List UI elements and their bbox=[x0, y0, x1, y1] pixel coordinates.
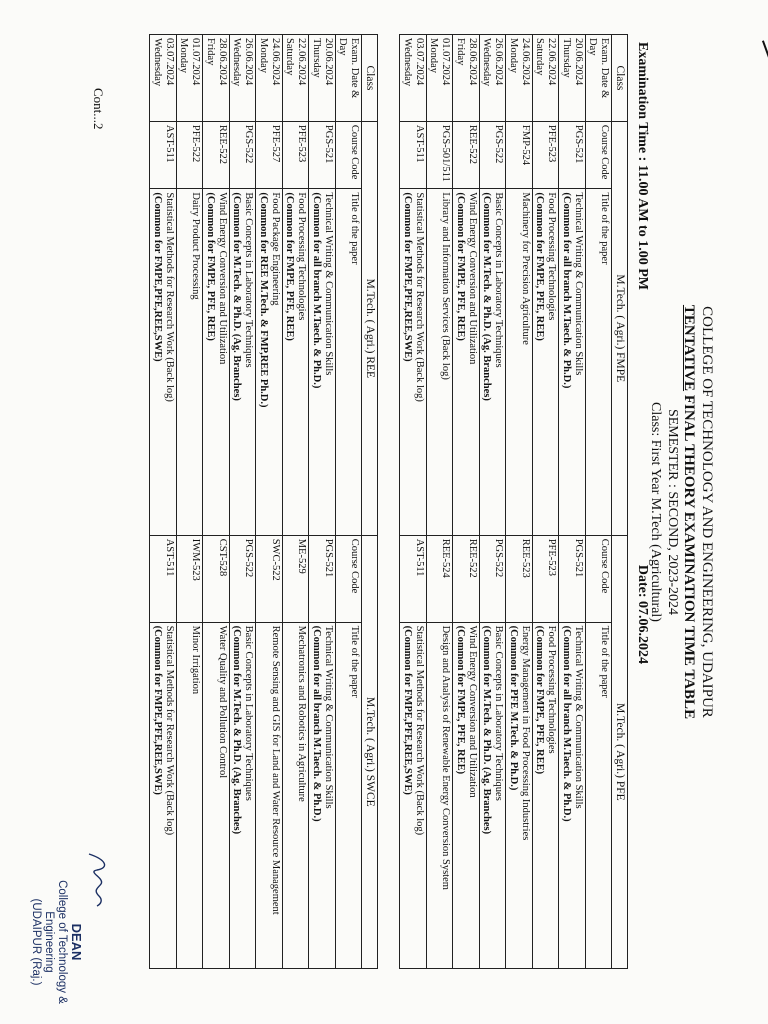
paper-title-cell bbox=[426, 622, 453, 968]
semester-line: SEMESTER : SECOND, 2023-2024 bbox=[665, 408, 680, 616]
class-line: Class: First Year M.Tech (Agricultural) bbox=[648, 402, 663, 622]
exam-day: Thursday bbox=[310, 38, 322, 78]
paper-title-cell bbox=[559, 189, 586, 535]
course-code: FMP-524 bbox=[506, 121, 533, 188]
course-code: AST-511 bbox=[150, 121, 177, 188]
course-code: PGS-501/511 bbox=[426, 121, 453, 188]
exam-date: 24.06.2024 bbox=[269, 38, 281, 86]
paper-title: Basic Concepts in Laboratory Techniques bbox=[493, 625, 505, 801]
paper-note: (Common for FMPE, PFE, REE) bbox=[534, 625, 546, 775]
exam-date: 22.06.2024 bbox=[296, 38, 308, 86]
paper-title-cell bbox=[282, 189, 309, 535]
paper-note: (Common for M.Tech. & Ph.D. (Ag. Branches) bbox=[231, 192, 243, 401]
paper-title-cell bbox=[256, 622, 283, 968]
paper-title: Wind Energy Conversion and Utilization bbox=[466, 625, 478, 798]
group-header-pfe: M.Tech. ( Agri.) PFE bbox=[612, 535, 628, 968]
paper-note: (Common for all branch M.Taech. & Ph.D.) bbox=[560, 625, 572, 822]
paper-title-cell bbox=[559, 622, 586, 968]
paper-title-cell bbox=[150, 189, 177, 535]
table-row bbox=[400, 35, 427, 969]
paper-title: Food Package Engineering bbox=[269, 192, 281, 306]
exam-day: Thursday bbox=[560, 38, 572, 78]
pen-mark bbox=[762, 40, 768, 63]
paper-title-cell bbox=[229, 622, 256, 968]
group-header-ree: M.Tech. ( Agri.) REE bbox=[362, 121, 378, 535]
paper-title: Machinery for Precision Agriculture bbox=[519, 192, 531, 345]
paper-note: (Common for FMPE,PFE,REE,SWE) bbox=[401, 625, 413, 795]
paper-title: Statistical Methods for Research Work (Back log) bbox=[413, 625, 425, 836]
exam-date: 01.07.2024 bbox=[190, 38, 202, 86]
course-code: PFE-523 bbox=[282, 121, 309, 188]
title-tentative: TENTATIVE bbox=[681, 304, 697, 392]
paper-title-cell bbox=[282, 622, 309, 968]
exam-day: Monday bbox=[178, 38, 190, 73]
paper-title-cell bbox=[309, 622, 336, 968]
paper-title: Energy Management in Food Processing Industries bbox=[519, 625, 531, 841]
exam-date-cell bbox=[453, 35, 480, 122]
paper-title-cell bbox=[453, 189, 480, 535]
exam-date-cell bbox=[559, 35, 586, 122]
course-code: PGS-521 bbox=[309, 121, 336, 188]
exam-date: 20.06.2024 bbox=[572, 38, 584, 86]
table-row bbox=[426, 35, 453, 969]
exam-date-cell bbox=[176, 35, 203, 122]
paper-note: (Common for FMPE, PFE, REE) bbox=[454, 625, 466, 775]
course-code: PGS-522 bbox=[229, 121, 256, 188]
table-body-bottom bbox=[150, 35, 336, 969]
col-header-date: Exam. Date & Day bbox=[335, 35, 362, 122]
table-row bbox=[532, 35, 559, 969]
exam-date-cell bbox=[426, 35, 453, 122]
exam-date: 26.06.2024 bbox=[493, 38, 505, 86]
col-header-title: Title of the paper bbox=[585, 189, 612, 535]
table-row bbox=[176, 35, 203, 969]
course-code: REE-522 bbox=[453, 535, 480, 622]
paper-note: (Common for M.Tech. & Ph.D. (Ag. Branches) bbox=[481, 625, 493, 835]
col-header-title: Title of the paper bbox=[585, 622, 612, 968]
table-body-top bbox=[400, 35, 586, 969]
table-row bbox=[203, 35, 230, 969]
continued-note: Cont...2 bbox=[91, 88, 106, 130]
group-header-fmpe: M.Tech. ( Agri.) FMPE bbox=[612, 121, 628, 535]
exam-date: 24.06.2024 bbox=[519, 38, 531, 86]
course-code: REE-523 bbox=[506, 535, 533, 622]
col-header-title: Title of the paper bbox=[335, 622, 362, 968]
college-name: COLLEGE OF TECHNOLOGY AND ENGINEERING, UDAIPUR bbox=[699, 306, 715, 718]
course-code: PGS-522 bbox=[229, 535, 256, 622]
paper-note: (Common for M.Tech. & Ph.D. (Ag. Branches) bbox=[481, 192, 493, 401]
col-header-code: Course Code bbox=[585, 121, 612, 188]
paper-title-cell bbox=[203, 622, 230, 968]
paper-title: Water Quality and Pollution Control bbox=[216, 625, 228, 779]
document-title bbox=[680, 60, 698, 964]
paper-note: (Common for all branch M.Taech. & Ph.D.) bbox=[310, 625, 322, 822]
exam-date: 28.06.2024 bbox=[466, 38, 478, 86]
paper-title: Remote Sensing and GIS for Land and Water Resource Management bbox=[269, 625, 281, 915]
issue-date: Date: 07.06.2024 bbox=[635, 564, 650, 664]
timetable-ree-swce bbox=[149, 34, 378, 969]
title-rest: FINAL THEORY EXAMINATION TIME TABLE bbox=[681, 391, 697, 720]
course-code: REE-522 bbox=[453, 121, 480, 188]
exam-date: 03.07.2024 bbox=[413, 38, 425, 86]
course-code: PFE-523 bbox=[532, 121, 559, 188]
paper-title: Food Processing Technologies bbox=[546, 625, 558, 754]
col-header-code: Course Code bbox=[335, 121, 362, 188]
col-header-title: Title of the paper bbox=[335, 189, 362, 535]
exam-day: Wednesday bbox=[401, 38, 413, 87]
paper-title: Statistical Methods for Research Work (Back log) bbox=[163, 192, 175, 402]
exam-date-cell bbox=[309, 35, 336, 122]
course-code: ME-529 bbox=[282, 535, 309, 622]
paper-title: Technical Writing & Communication Skills bbox=[322, 192, 334, 376]
exam-date: 03.07.2024 bbox=[163, 38, 175, 86]
paper-note: (Common for FMPE, PFE, REE) bbox=[284, 192, 296, 341]
exam-day: Friday bbox=[204, 38, 216, 66]
exam-date-cell bbox=[506, 35, 533, 122]
paper-note: (Common for FMPE, PFE, REE) bbox=[204, 192, 216, 341]
paper-title-cell bbox=[506, 189, 533, 535]
exam-day: Wednesday bbox=[151, 38, 163, 87]
paper-title: Technical Writing & Communication Skills bbox=[572, 192, 584, 376]
paper-title-cell bbox=[256, 189, 283, 535]
paper-title-cell bbox=[479, 622, 506, 968]
course-code: AST-511 bbox=[400, 535, 427, 622]
paper-note: (Common for FMPE,PFE,REE,SWE) bbox=[401, 192, 413, 362]
exam-day: Monday bbox=[257, 38, 269, 73]
paper-title: Wind Energy Conversion and Utilization bbox=[466, 192, 478, 365]
paper-title-cell bbox=[203, 189, 230, 535]
paper-title-cell bbox=[426, 189, 453, 535]
table-row bbox=[559, 35, 586, 969]
paper-title-cell bbox=[506, 622, 533, 968]
exam-date: 26.06.2024 bbox=[243, 38, 255, 86]
course-code: PGS-521 bbox=[309, 535, 336, 622]
exam-day: Wednesday bbox=[481, 38, 493, 87]
exam-day: Friday bbox=[454, 38, 466, 66]
paper-title: Technical Writing & Communication Skills bbox=[572, 625, 584, 809]
paper-title-cell bbox=[532, 622, 559, 968]
paper-note: (Common for FMPE,PFE,REE,SWE) bbox=[151, 192, 163, 362]
exam-date: 22.06.2024 bbox=[546, 38, 558, 86]
exam-date-cell bbox=[150, 35, 177, 122]
paper-note: (Common for M.Tech. & Ph.D. (Ag. Branches) bbox=[231, 625, 243, 835]
dean-place: (UDAIPUR (Raj.) bbox=[29, 898, 42, 986]
dean-title: DEAN bbox=[69, 923, 84, 961]
paper-title-cell bbox=[532, 189, 559, 535]
table-row bbox=[229, 35, 256, 969]
dean-college: College of Technology & Engineering bbox=[42, 880, 69, 1004]
exam-date: 20.06.2024 bbox=[322, 38, 334, 86]
paper-title: Statistical Methods for Research Work (Back log) bbox=[413, 192, 425, 402]
col-header-code: Course Code bbox=[585, 535, 612, 622]
exam-date-cell bbox=[479, 35, 506, 122]
paper-title-cell bbox=[400, 622, 427, 968]
paper-title-cell bbox=[176, 622, 203, 968]
dean-stamp bbox=[28, 860, 83, 1024]
course-code: PGS-522 bbox=[479, 121, 506, 188]
paper-title-cell bbox=[400, 189, 427, 535]
exam-date-cell bbox=[203, 35, 230, 122]
dean-signature bbox=[83, 850, 113, 910]
exam-date: 28.06.2024 bbox=[216, 38, 228, 86]
paper-title-cell bbox=[479, 189, 506, 535]
exam-date: 01.07.2024 bbox=[440, 38, 452, 86]
timetable-fmpe-pfe bbox=[399, 34, 628, 969]
paper-note: (Common for all branch M.Taech. & Ph.D.) bbox=[560, 192, 572, 389]
paper-note: (Common for FMPE, PFE, REE) bbox=[454, 192, 466, 341]
col-header-date: Exam. Date & Day bbox=[585, 35, 612, 122]
paper-note: (Common for PFE M.Tech. & Ph.D.) bbox=[507, 625, 519, 791]
paper-title: Technical Writing & Communication Skills bbox=[322, 625, 334, 809]
paper-title: Food Processing Technologies bbox=[546, 192, 558, 321]
paper-title-cell bbox=[309, 189, 336, 535]
paper-note: (Common for all branch M.Taech. & Ph.D.) bbox=[310, 192, 322, 389]
course-code: REE-524 bbox=[426, 535, 453, 622]
table-row bbox=[309, 35, 336, 969]
exam-time: Examination Time : 11.00 AM to 1.00 PM bbox=[635, 42, 650, 290]
course-code: PFE-523 bbox=[532, 535, 559, 622]
paper-title: Library and Information Services (Back log) bbox=[440, 192, 452, 380]
exam-date-cell bbox=[229, 35, 256, 122]
course-code: PFE-522 bbox=[176, 121, 203, 188]
exam-day: Saturday bbox=[284, 38, 296, 76]
exam-date-cell bbox=[256, 35, 283, 122]
course-code: AST-511 bbox=[150, 535, 177, 622]
table-row bbox=[282, 35, 309, 969]
course-code: SWC-522 bbox=[256, 535, 283, 622]
paper-title-cell bbox=[453, 622, 480, 968]
exam-date-cell bbox=[532, 35, 559, 122]
paper-title: Design and Analysis of Renewable Energy Conversion System bbox=[440, 625, 452, 890]
course-code: IWM-523 bbox=[176, 535, 203, 622]
paper-title-cell bbox=[229, 189, 256, 535]
table-row bbox=[256, 35, 283, 969]
col-header-code: Course Code bbox=[335, 535, 362, 622]
paper-title: Basic Concepts in Laboratory Techniques bbox=[493, 192, 505, 368]
course-code: PGS-521 bbox=[559, 535, 586, 622]
exam-day: Wednesday bbox=[231, 38, 243, 87]
paper-note: (Common for FMPE, PFE, REE) bbox=[534, 192, 546, 341]
paper-title: Basic Concepts in Laboratory Techniques bbox=[243, 192, 255, 368]
paper-title-cell bbox=[176, 189, 203, 535]
paper-note: (Common for FMPE,PFE,REE,SWE) bbox=[151, 625, 163, 795]
paper-title-cell bbox=[150, 622, 177, 968]
course-code: CST-528 bbox=[203, 535, 230, 622]
class-label: Class bbox=[362, 35, 378, 122]
exam-date-cell bbox=[400, 35, 427, 122]
table-row bbox=[453, 35, 480, 969]
exam-day: Saturday bbox=[534, 38, 546, 76]
paper-title: Wind Energy Conversion and Utilization bbox=[216, 192, 228, 365]
paper-title: Mechatronics and Robotics in Agriculture bbox=[296, 625, 308, 802]
table-row bbox=[506, 35, 533, 969]
paper-title: Statistical Methods for Research Work (Back log) bbox=[163, 625, 175, 836]
group-header-swce: M.Tech. ( Agri.) SWCE bbox=[362, 535, 378, 968]
exam-day: Monday bbox=[507, 38, 519, 73]
table-row bbox=[150, 35, 177, 969]
paper-note: (Common for REE M.Tech. & FMP,REE Ph.D.) bbox=[257, 192, 269, 408]
course-code: REE-522 bbox=[203, 121, 230, 188]
paper-title: Food Processing Technologies bbox=[296, 192, 308, 321]
exam-day: Monday bbox=[428, 38, 440, 73]
course-code: AST-511 bbox=[400, 121, 427, 188]
paper-title: Minor Irrigation bbox=[190, 625, 202, 695]
class-label: Class bbox=[612, 35, 628, 122]
paper-title: Dairy Product Processing bbox=[190, 192, 202, 300]
table-row bbox=[479, 35, 506, 969]
course-code: PFE-527 bbox=[256, 121, 283, 188]
course-code: PGS-522 bbox=[479, 535, 506, 622]
exam-date-cell bbox=[282, 35, 309, 122]
course-code: PGS-521 bbox=[559, 121, 586, 188]
paper-title: Basic Concepts in Laboratory Techniques bbox=[243, 625, 255, 801]
